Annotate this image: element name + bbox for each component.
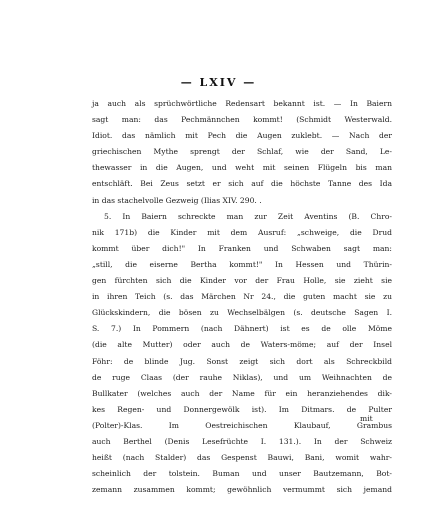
text-line: kommt über dich!" In Franken und Schwaben sagt man: xyxy=(92,243,392,253)
text-line: in ihren Teich (s. das Märchen Nr 24., die guten macht sie zu xyxy=(92,292,392,302)
text-line: „still, die eiserne Bertha kommt!" In Hessen und Thürin- xyxy=(92,259,392,269)
text-line: Föhr: de blinde Jug. Sonst zeigt sich dort als Schreckbild xyxy=(92,356,392,366)
catchword: mit xyxy=(360,414,373,423)
text-line: de ruge Claas (der rauhe Niklas), und um Weihnachten de xyxy=(92,372,392,382)
text-line: (Polter)-Klas. Im Oestreichischen Klaubauf, Grambus xyxy=(92,420,392,430)
text-line: (die alte Mutter) oder auch de Waters-möme; auf der Insel xyxy=(92,340,392,350)
text-line: 5. In Baiern schreckte man zur Zeit Aventins (B. Chro- xyxy=(104,211,392,221)
body-text xyxy=(92,96,392,498)
text-line: auch Berthel (Denis Lesefrüchte I. 131.). In der Schweiz xyxy=(92,436,392,446)
text-line: entschläft. Bei Zeus setzt er sich auf die höchste Tanne des Ida xyxy=(92,179,392,189)
text-line: in das stachelvolle Gezweig (Ilias XIV. 290. . xyxy=(92,195,262,205)
text-line: sagt man: das Pechmännchen kommt! (Schmidt Westerwald. xyxy=(92,115,392,125)
text-line: kes Regen- und Donnergewölk ist). Im Ditmars. de Pulter xyxy=(92,404,392,414)
text-line: heißt (nach Stalder) das Gespenst Bauwi, Bani, womit wahr- xyxy=(92,453,392,463)
text-line: griechischen Mythe sprengt der Schlaf, wie der Sand, Le- xyxy=(92,147,392,157)
text-line: S. 7.) In Pommern (nach Dähnert) ist es de olle Möme xyxy=(92,324,392,334)
page-number: — LXIV — xyxy=(180,76,257,89)
text-line: ja auch als sprüchwörtliche Redensart bekannt ist. — In Baiern xyxy=(92,99,392,108)
text-line: nik 171b) die Kinder mit dem Ausruf: „schweige, die Drud xyxy=(92,227,392,237)
text-line: Idiot. das nämlich mit Pech die Augen zuklebt. — Nach der xyxy=(92,131,392,141)
text-line: scheinlich der tolstein. Buman und unser Bautzemann, Bot- xyxy=(92,469,392,479)
text-line: thewasser in die Augen, und weht mit seinen Flügeln bis man xyxy=(92,163,392,173)
text-line: Glückskindern, die bösen zu Wechselbälgen (s. deutsche Sagen I. xyxy=(92,308,392,318)
text-line: Bullkater (welches auch der Name für ein heranziehendes dik- xyxy=(92,388,392,398)
text-line: zemann zusammen kommt; gewöhnlich vermummt sich jemand xyxy=(92,485,392,495)
text-line: gen fürchten sich die Kinder vor der Frau Holle, sie zieht sie xyxy=(92,276,392,286)
